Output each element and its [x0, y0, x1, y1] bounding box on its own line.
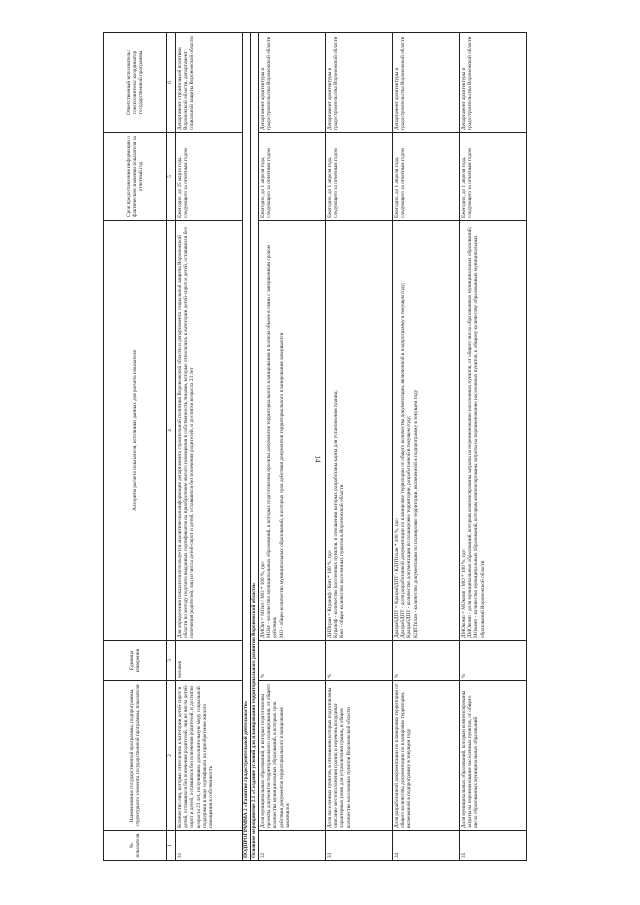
row-number: 33: [326, 831, 393, 861]
table-row: [176, 33, 243, 861]
indicator-algorithm: [460, 221, 527, 641]
column-number: 3: [167, 641, 176, 681]
table-row: [259, 33, 326, 861]
algorithm-line: ДМОкомп - доля муниципальных образований, которым компенсированы затраты на переименование населенных пунктов, от общего числа образованных муниципальных образований;: [467, 226, 474, 638]
algorithm-line: ДразрабДПТ = КразрабДПТ / КДПТплан * 100 %, где:: [394, 517, 400, 638]
table-row: [326, 33, 393, 861]
header-unit: Единица измерения: [104, 641, 167, 681]
algorithm-line: Кнп - общее количество населенных пунктов в Воронежской области: [339, 484, 346, 638]
indicator-algorithm: [393, 221, 460, 641]
algorithm-line: ДМОкомп = МОкомп / МО * 100 %, где:: [461, 548, 467, 638]
row-number: 31: [176, 831, 243, 861]
page-number: 14: [313, 455, 322, 463]
rotated-table-container: [103, 33, 527, 861]
row-number: 35: [460, 831, 527, 861]
indicator-algorithm: [259, 221, 326, 641]
indicator-responsible: Департамент архитектуры и градостроительства Воронежской области: [326, 33, 393, 133]
indicator-deadline: Ежегодно, до 25 марта года, следующего за отчетным годом: [176, 133, 243, 221]
algorithm-line: ДНПгран = Кгранпф / Кнп * 100 %, где:: [327, 549, 333, 638]
indicator-algorithm: [326, 221, 393, 641]
column-number: 5: [167, 133, 176, 221]
indicator-responsible: Департамент архитектуры и градостроительства Воронежской области: [460, 33, 527, 133]
indicator-responsible: Департамент архитектуры и градостроительства Воронежской области: [393, 33, 460, 133]
header-row: [104, 33, 167, 861]
column-number: 1: [167, 831, 176, 861]
indicator-unit: %: [460, 641, 527, 681]
header-number: № показателя: [104, 831, 167, 861]
indicator-name: Доля муниципальных образований, в которых подготовлены проекты документов территориального планирования, от общего количества муниципальных образований, в которых срок действия документов территориального планирования закончился: [259, 681, 326, 831]
column-number: 2: [167, 681, 176, 831]
table-row: [393, 33, 460, 861]
indicator-unit: %: [326, 641, 393, 681]
subprogram-title: ПОДПРОГРАММА 2 «Развитие градостроительной деятельности»: [243, 33, 251, 861]
indicator-name: Количество лиц, которые относились к категории детей-сирот и детей, оставшихся без попечения родителей, лиц из числа детей-сирот и детей, оставшихся без попечения родителей, и достигли возраста 23 лет, получивших дополнительную меру социальной поддержки в виде сертификата на приобретение жилого помещения в собственность: [176, 681, 243, 831]
indicator-unit: человек: [176, 641, 243, 681]
row-number: 32: [259, 831, 326, 861]
header-name: Наименование государственной программы, подпрограммы, структурного элемента государственной программы, показателя: [104, 681, 167, 831]
algorithm-line: МОкомп - количество муниципальных образований, которым компенсированы затраты на переименование населенных пунктов, к общему количеству образованных муниципальных образований Воронежской области: [473, 235, 486, 638]
column-number: 4: [167, 221, 176, 641]
indicator-unit: %: [259, 641, 326, 681]
algorithm-line: ДразрабДПТ - доля разработанной документации по планировке территории от общего количества документации, включенной в подпрограмму в текущем году;: [400, 282, 407, 638]
indicator-name: Доля муниципальных образований, которым компенсированы затраты на переименование населенных пунктов, от общего числа образованных муниципальных образований: [460, 681, 527, 831]
indicator-deadline: Ежегодно, до 1 апреля года, следующего за отчетным годом: [393, 133, 460, 221]
table-row: [460, 33, 527, 861]
algorithm-line: ДМОкт = МОкт / МО * 100 %, где:: [260, 560, 266, 638]
algorithm-line: МОкт - количество муниципальных образований, в которых подготовлены проекты документов территориального планирования в полном объеме в связи с завершенным сроком действия;: [266, 245, 279, 638]
event-title: Основное мероприятие 2.1 «Создание условий для планирования территориального развития Воронежской области»: [251, 33, 259, 861]
header-algorithm: Алгоритм расчета показателя, источники данных для расчета показателя: [104, 221, 167, 641]
indicators-table: [103, 32, 527, 861]
indicator-unit: %: [393, 641, 460, 681]
algorithm-line: КразрабДПТ - количество документации по планировке территории, разработанной в текущем году;: [406, 415, 413, 638]
indicator-deadline: Ежегодно, до 1 апреля года, следующего за отчетным годом: [460, 133, 527, 221]
indicator-deadline: Ежегодно, до 1 апреля года, следующего за отчетным годом: [259, 133, 326, 221]
algorithm-line: Кгранпф - количество населенных пунктов, в отношении которых разработаны карты для установления границ;: [333, 390, 340, 638]
algorithm-line: МО - общее количество муниципальных образований, в которых срок действия документов территориального планирования завершается: [278, 332, 285, 638]
indicator-responsible: Департамент архитектуры и градостроительства Воронежской области: [259, 33, 326, 133]
row-number: 34: [393, 831, 460, 861]
header-responsible: Ответственный исполнитель/соисполнитель/ координатор государственной программы: [104, 33, 167, 133]
column-number: 6: [167, 33, 176, 133]
indicator-algorithm: Для определения показателя используется аналитическая информация департамента строительной политики Воронежской области и департамента социальной защиты Воронежской области по методу подсчета выданных сертификатов на приобретение жилого помещения в собственность лицами, которые относились к категории детей-сирот и детей, оставшихся без попечения родителей, лиц из числа детей-сирот и детей, оставшихся без попечения родителей, и достигли возраста 23 лет: [176, 221, 243, 641]
header-deadline: Срок предоставления информации о фактическом значении показателя за отчетный год: [104, 133, 167, 221]
indicator-responsible: Департамент строительной политики Воронежской области, департамент социальной защиты Воронежской области: [176, 33, 243, 133]
indicator-name: Доля разработанной документации по планировке территории от общего количества документации по планировке территории, включенной в подпрограмму в текущем году: [393, 681, 460, 831]
indicator-deadline: Ежегодно, до 1 апреля года, следующего за отчетным годом: [326, 133, 393, 221]
algorithm-line: КДПТплан - количество документации по планировке территории, включенной в подпрограмму в текущем году: [412, 389, 419, 638]
column-numbers-row: [167, 33, 176, 861]
indicator-name: Доля населенных пунктов, в отношении которых подготовлены описание местоположения границ и перечень координат характерных точек для установления границ, в общем количестве населенных пунктов Воронежской области: [326, 681, 393, 831]
subprogram-row: [243, 33, 251, 861]
event-row: [251, 33, 259, 861]
